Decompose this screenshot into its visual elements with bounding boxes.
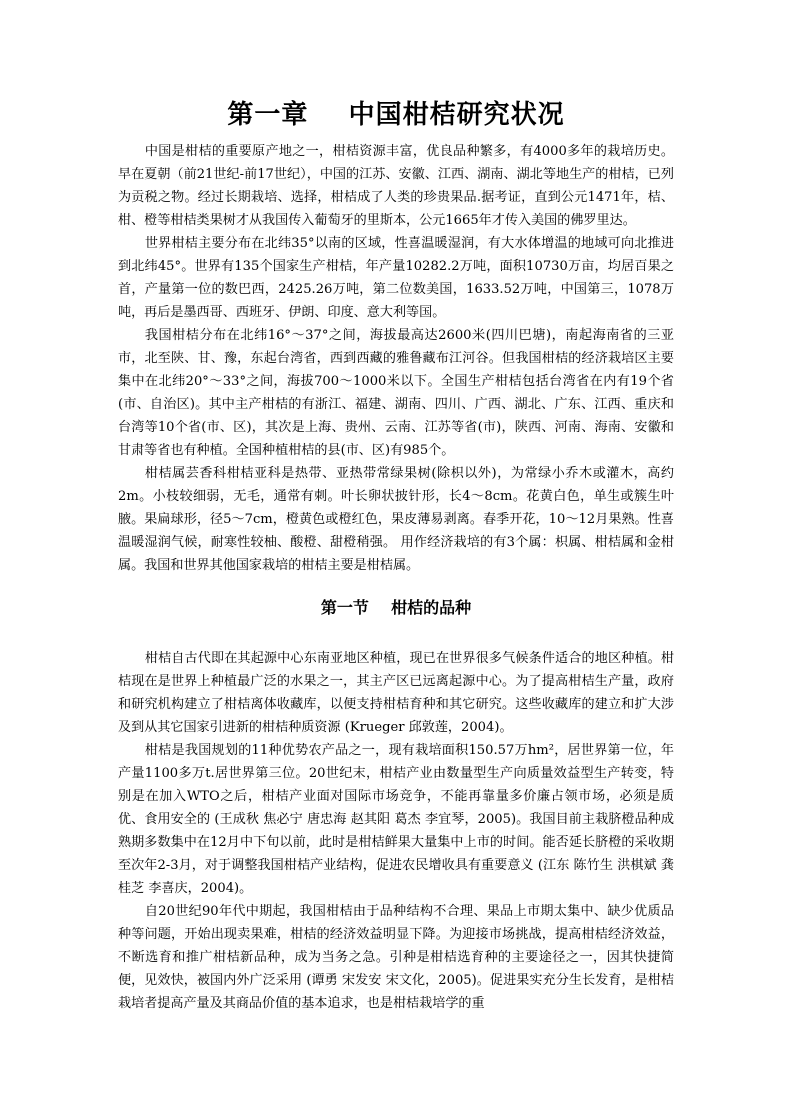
section-body-text	[118, 647, 674, 1015]
chapter-title: 第一章 中国柑桔研究状况	[227, 100, 565, 130]
paragraph: 柑桔属芸香科柑桔亚科是热带、亚热带常绿果树(除枳以外)，为常绿小乔木或灌木，高约2m。小枝较细弱，无毛，通常有刺。叶长卵状披针形，长4～8cm。花黄白色，单生或簇生叶腋。果扁球形，径5～7cm，橙黄色或橙红色，果皮薄易剥离。春季开花，10～12月果熟。性喜温暖湿润气候，耐寒性较柚、酸橙、甜橙稍强。 用作经济栽培的有3个属：枳属、柑桔属和金柑属。我国和世界其他国家栽培的柑桔主要是柑桔属。	[118, 466, 674, 573]
paragraph: 柑桔自古代即在其起源中心东南亚地区种植，现已在世界很多气候条件适合的地区种植。柑桔现在是世界上种植最广泛的水果之一，其主产区已远离起源中心。为了提高柑桔生产量，政府和研究机构建立了柑桔离体收藏库，以便支持柑桔育种和其它研究。这些收藏库的建立和扩大涉及到从其它国家引进新的柑桔种质资源 (Krueger 邱敦莲，2004)。	[118, 651, 674, 735]
paragraph: 世界柑桔主要分布在北纬35°以南的区域，性喜温暖湿润，有大水体增温的地域可向北推进到北纬45°。世界有135个国家生产柑桔，年产量10282.2万吨，面积10730万亩，均居百果之首，产量第一位的数巴西，2425.26万吨，第二位数美国，1633.52万吨，中国第三，1078万吨，再后是墨西哥、西班牙、伊朗、印度、意大利等国。	[118, 236, 674, 320]
section-title: 第一节 柑桔的品种	[320, 598, 472, 617]
paragraph: 中国是柑桔的重要原产地之一，柑桔资源丰富，优良品种繁多，有4000多年的栽培历史。早在夏朝（前21世纪-前17世纪），中国的江苏、安徽、江西、湖南、湖北等地生产的柑桔，已列为贡税之物。经过长期栽培、选择，柑桔成了人类的珍贵果品.据考证，直到公元1471年，桔、柑、橙等柑桔类果树才从我国传入葡萄牙的里斯本，公元1665年才传入美国的佛罗里达。	[118, 144, 674, 228]
paragraph: 自20世纪90年代中期起，我国柑桔由于品种结构不合理、果品上市期太集中、缺少优质品种等问题，开始出现卖果难，柑桔的经济效益明显下降。为迎接市场挑战，提高柑桔经济效益，不断选育和推广柑桔新品种，成为当务之急。引种是柑桔选育种的主要途径之一，因其快捷简便，见效快，被国内外广泛采用 (谭勇 宋发安 宋文化，2005)。促进果实充分生长发育，是柑桔栽培者提高产量及其商品价值的基本追求，也是柑桔栽培学的重	[118, 904, 674, 1011]
chapter-intro-text	[118, 140, 674, 577]
paragraph: 我国柑桔分布在北纬16°～37°之间，海拔最高达2600米(四川巴塘)，南起海南省的三亚市，北至陕、甘、豫，东起台湾省，西到西藏的雅鲁藏布江河谷。但我国柑桔的经济栽培区主要集中在北纬20°～33°之间，海拔700～1000米以下。全国生产柑桔包括台湾省在内有19个省(市、自治区)。其中主产柑桔的有浙江、福建、湖南、四川、广西、湖北、广东、江西、重庆和台湾等10个省(市、区)，其次是上海、贵州、云南、江苏等省(市)，陕西、河南、海南、安徽和甘肃等省也有种植。全国种植柑桔的县(市、区)有985个。	[118, 328, 674, 458]
paragraph: 柑桔是我国规划的11种优势农产品之一，现有栽培面积150.57万hm²，居世界第一位，年产量1100多万t.居世界第三位。20世纪末，柑桔产业由数量型生产向质量效益型生产转变，特别是在加入WTO之后，柑桔产业面对国际市场竞争，不能再靠量多价廉占领市场，必须是质优、食用安全的 (王成秋 焦必宁 唐忠海 赵其阳 葛杰 李宜琴，2005)。我国目前主栽脐橙品种成熟期多数集中在12月中下旬以前，此时是柑桔鲜果大量集中上市的时间。能否延长脐橙的采收期至次年2-3月，对于调整我国柑桔产业结构，促进农民增收具有重要意义 (江东 陈竹生 洪棋斌 龚桂芝 李喜庆，2004)。	[118, 743, 674, 896]
